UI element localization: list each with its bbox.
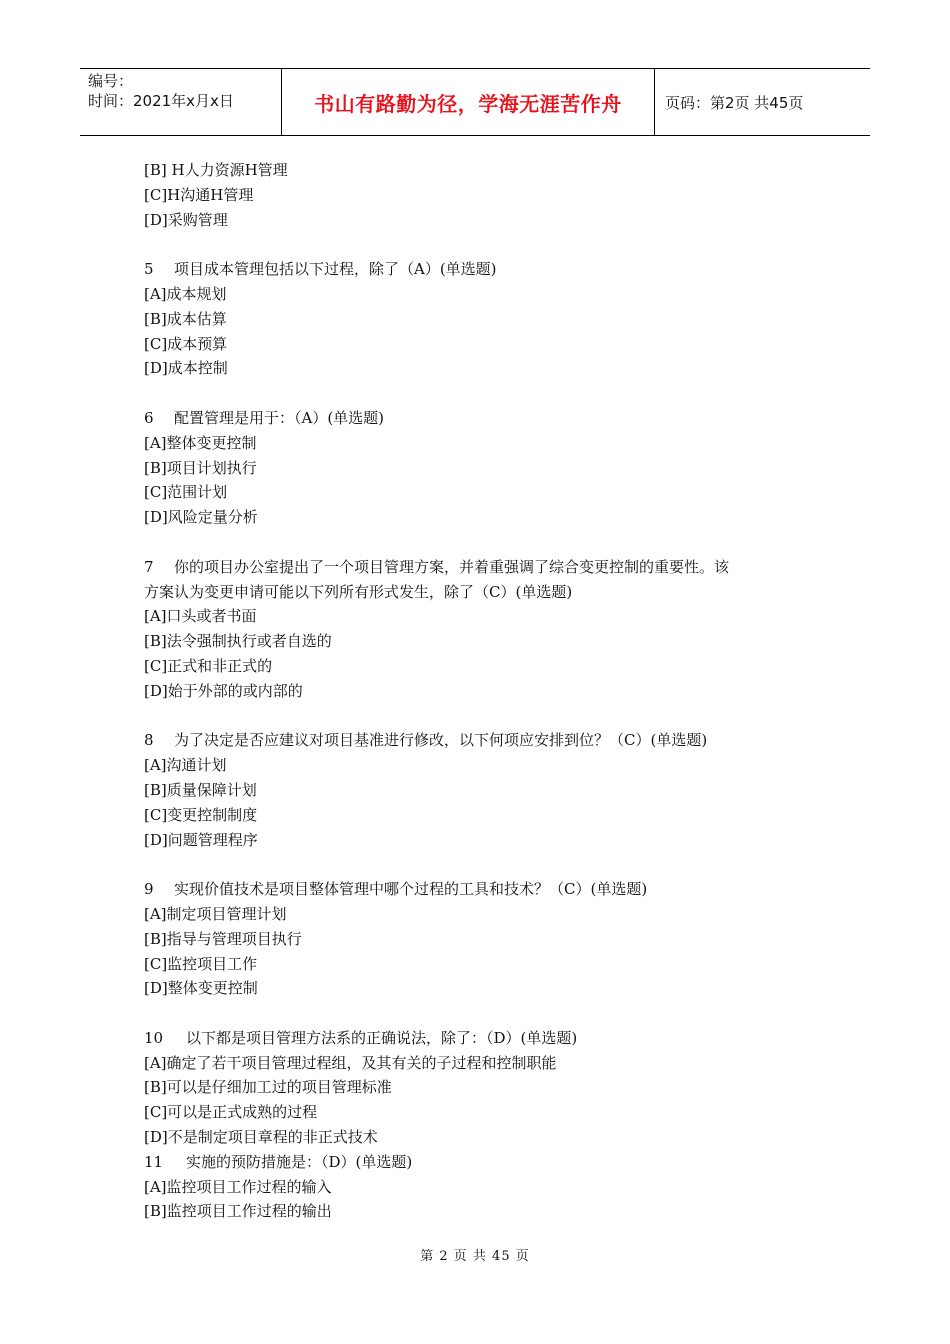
option-line: [B]项目计划执行 [144,458,257,477]
option-line: [C]可以是正式成熟的过程 [144,1103,318,1122]
option-line: [D]风险定量分析 [144,508,258,527]
question-number: 10 [144,1028,164,1047]
document-body [144,158,824,1224]
option-line: [A]确定了若干项目管理过程组，及其有关的子过程和控制职能 [144,1053,557,1072]
option-line: [C]范围计划 [144,483,228,502]
question-8 [144,728,824,753]
option-line: [D]成本控制 [144,359,228,378]
question-text-continued: 方案认为变更申请可能以下列所有形式发生，除了（C）(单选题) [144,582,573,601]
question-text: 项目成本管理包括以下过程，除了（A）(单选题) [174,260,497,279]
page-footer: 第 2 页 共 45 页 [420,1249,530,1264]
number-label: 编号： [88,72,134,90]
option-line: [D]整体变更控制 [144,979,258,998]
question-number: 6 [144,408,154,427]
question-number: 8 [144,731,154,750]
question-10 [144,1026,824,1051]
option-line: [C]H沟通H管理 [144,185,254,204]
question-text: 实施的预防措施是：（D）(单选题) [186,1152,413,1171]
option-line: [C]变更控制制度 [144,805,258,824]
option-line: [A]整体变更控制 [144,433,257,452]
time-label: 时间：2021年x月x日 [88,92,234,110]
question-text: 实现价值技术是项目整体管理中哪个过程的工具和技术？（C）(单选题) [174,880,648,899]
option-line: [C]监控项目工作 [144,954,258,973]
question-9 [144,877,824,902]
question-number: 9 [144,880,154,899]
option-line: [D]问题管理程序 [144,830,258,849]
option-line: [B]指导与管理项目执行 [144,929,302,948]
page-header [80,68,870,136]
question-6 [144,406,824,431]
question-text: 为了决定是否应建议对项目基准进行修改，以下何项应安排到位？（C）(单选题) [174,731,708,750]
question-number: 7 [144,557,154,576]
option-line: [D]不是制定项目章程的非正式技术 [144,1128,378,1147]
option-line: [B] H人力资源H管理 [144,161,288,179]
option-line: [D]采购管理 [144,210,228,229]
header-meta [80,69,282,135]
header-page-info: 页码：第2页 共45页 [665,93,804,112]
question-text: 配置管理是用于：（A）(单选题) [174,408,385,427]
option-line: [A]口头或者书面 [144,607,257,626]
option-line: [D]始于外部的或内部的 [144,681,303,700]
option-line: [B]监控项目工作过程的输出 [144,1202,332,1221]
option-line: [B]可以是仔细加工过的项目管理标准 [144,1078,392,1097]
option-line: [C]正式和非正式的 [144,656,273,675]
option-line: [A]成本规划 [144,284,227,303]
option-line: [A]制定项目管理计划 [144,904,287,923]
question-number: 11 [144,1152,164,1171]
option-line: [A]监控项目工作过程的输入 [144,1177,332,1196]
option-line: [A]沟通计划 [144,756,227,775]
option-line: [B]法令强制执行或者自选的 [144,632,332,651]
question-11 [144,1150,824,1175]
question-text: 以下都是项目管理方法系的正确说法，除了：（D）(单选题) [186,1028,578,1047]
option-line: [C]成本预算 [144,334,228,353]
question-text: 你的项目办公室提出了一个项目管理方案，并着重强调了综合变更控制的重要性。该 [174,557,730,576]
option-line: [B]成本估算 [144,309,227,328]
option-line: [B]质量保障计划 [144,780,257,799]
question-number: 5 [144,260,154,279]
header-motto: 书山有路勤为径，学海无涯苦作舟 [282,69,655,135]
question-7 [144,555,824,580]
question-5 [144,257,824,282]
